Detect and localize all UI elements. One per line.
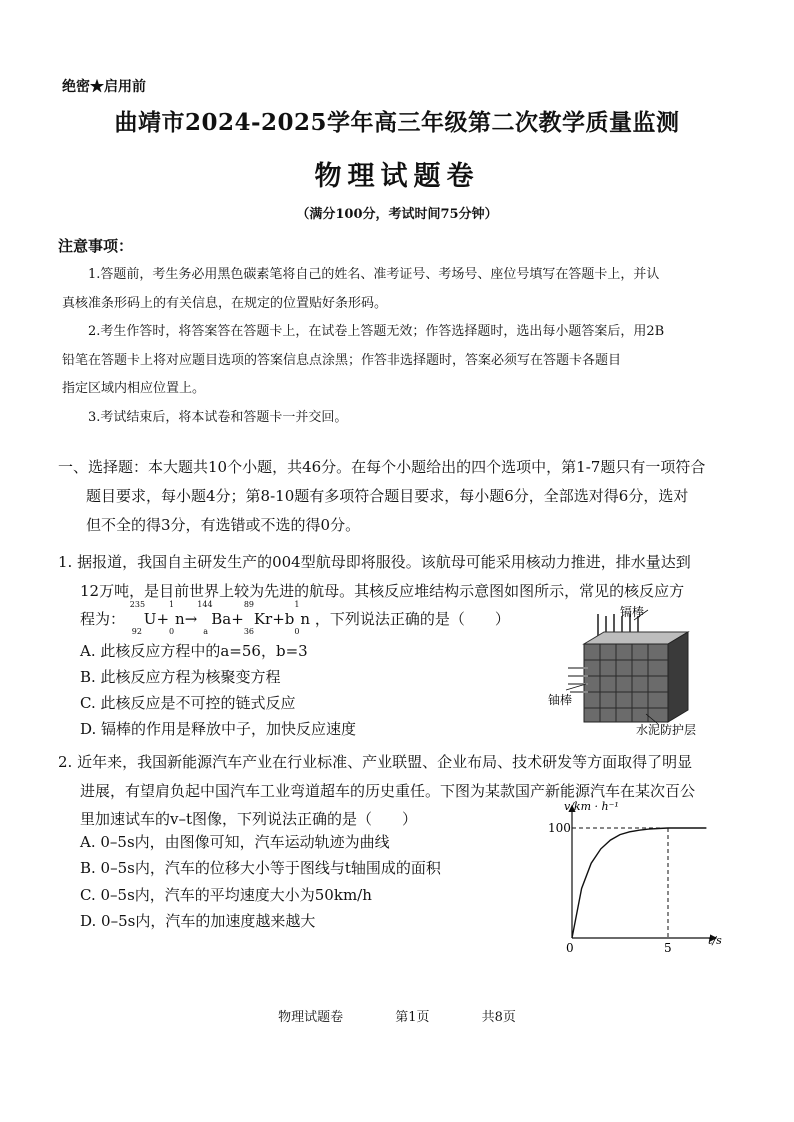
- q2-line: 里加速试车的v–t图像，下列说法正确的是（ ）: [80, 810, 418, 828]
- section-heading: [58, 453, 748, 540]
- velocity-curve: [572, 828, 706, 938]
- q2-line: 2. 近年来，我国新能源汽车产业在行业标准、产业联盟、企业布局、技术研发等方面取得了明显: [58, 753, 693, 771]
- reactor-figure: [548, 600, 718, 738]
- section-line: 题目要求，每小题4分；第8-10题有多项符合题目要求，每小题6分，全部选对得6分，选对: [86, 487, 689, 505]
- q2-option-b: B. 0–5s内，汽车的位移大小等于图线与t轴围成的面积: [80, 859, 441, 877]
- footer-name: 物理试题卷: [278, 1010, 344, 1025]
- q1-line: 1. 据报道，我国自主研发生产的004型航母即将服役。该航母可能采用核动力推进，排水量达到: [58, 553, 691, 571]
- x-axis-label: t/s: [708, 934, 722, 947]
- section-line: 但不全的得3分，有选错或不选的得0分。: [86, 516, 361, 534]
- note-line: 3.考试结束后，将本试卷和答题卡一并交回。: [88, 410, 348, 425]
- q2-line: 进展，有望肩负起中国汽车工业弯道超车的历史重任。下图为某款国产新能源汽车在某次百公: [80, 782, 696, 800]
- y-tick-label: 100: [548, 821, 571, 835]
- q2-option-a: A. 0–5s内，由图像可知，汽车运动轨迹为曲线: [80, 833, 390, 851]
- footer-page: 第1页: [395, 1010, 430, 1025]
- y-axis-label: v/km · h⁻¹: [564, 800, 619, 813]
- q1-line: 12万吨，是目前世界上较为先进的航母。其核反应堆结构示意图如图所示，常见的核反应方: [80, 582, 685, 600]
- page-footer: [0, 1006, 794, 1025]
- score-time: （满分100分，考试时间75分钟）: [296, 207, 498, 222]
- exam-title: 曲靖市2024-2025学年高三年级第二次教学质量监测: [114, 109, 680, 136]
- q1-equation-suffix: ，下列说法正确的是（ ）: [314, 610, 510, 628]
- q1-option-c: C. 此核反应是不可控的链式反应: [80, 694, 296, 712]
- label-concrete: 水泥防护层: [636, 723, 697, 737]
- note-line: 指定区域内相应位置上。: [62, 381, 206, 396]
- q1-option-b: B. 此核反应方程为核聚变方程: [80, 668, 281, 686]
- origin-label: 0: [566, 941, 574, 955]
- secret-mark: 绝密★启用前: [62, 79, 146, 95]
- note-line: 铅笔在答题卡上将对应题目选项的答案信息点涂黑；作答非选择题时，答案必须写在答题卡各题目: [62, 353, 622, 368]
- note-line: 1.答题前，考生务必用黑色碳素笔将自己的姓名、准考证号、考场号、座位号填写在答题卡上，并认: [88, 267, 660, 282]
- footer-total: 共8页: [481, 1010, 516, 1025]
- exam-subtitle: 物理试题卷: [314, 161, 480, 192]
- section-line: 一、选择题：本大题共10个小题，共46分。在每个小题给出的四个选项中，第1-7题只有一项符合: [58, 458, 706, 476]
- notes-title: 注意事项：: [58, 237, 134, 255]
- note-line: 2.考生作答时，将答案答在答题卡上，在试卷上答题无效；作答选择题时，选出每小题答案后，用2B: [88, 324, 665, 339]
- block-side-face: [668, 632, 688, 722]
- x-tick-label: 5: [664, 941, 672, 955]
- q2-option-c: C. 0–5s内，汽车的平均速度大小为50km/h: [80, 886, 372, 904]
- q1-option-a: A. 此核反应方程中的a=56，b=3: [80, 642, 308, 660]
- q1-equation-line: [80, 600, 510, 636]
- label-uranium: 铀棒: [548, 693, 573, 707]
- q1-equation-prefix: 程为：: [80, 610, 126, 628]
- q1-option-d: D. 镉棒的作用是释放中子，加快反应速度: [80, 720, 357, 738]
- block-front-face: [584, 644, 668, 722]
- note-line: 真核准条形码上的有关信息，在规定的位置贴好条形码。: [62, 296, 388, 311]
- nuclear-equation: 235 92 U+ 1 0 n→ 144 a Ba+ 89 36 Kr+b 1 0 n: [129, 600, 311, 636]
- vt-chart: [540, 798, 730, 958]
- label-cadmium: 镉棒: [620, 605, 645, 619]
- q2-option-d: D. 0–5s内，汽车的加速度越来越大: [80, 912, 316, 930]
